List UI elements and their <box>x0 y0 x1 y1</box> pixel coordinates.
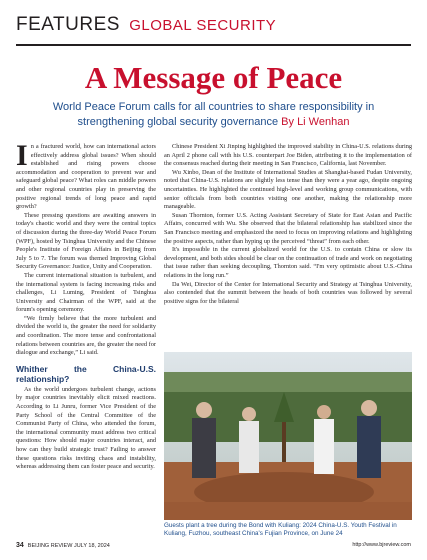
paragraph: “We firmly believe that the more turbulent and divided the world is, the greater the need for solidarity and coordination. The more tense and confrontational relations between countries are, the greater the need for dialogue and exchange,” Li said. <box>16 314 156 357</box>
section-header <box>16 14 276 36</box>
right-column <box>164 143 412 306</box>
subheading: Whither the China-U.S. relationship? <box>16 363 156 384</box>
byline: By Li Wenhan <box>281 116 350 128</box>
paragraph: The current international situation is turbulent, and the international system is facing increasing risks and challenges, Li Luming, President of Tsinghua University and Chairman of the WPF, said at the forum's opening ceremony. <box>16 271 156 314</box>
paragraph <box>16 139 156 212</box>
publication-line: BEIJING REVIEW JULY 18, 2024 <box>27 543 110 549</box>
paragraph: Da Wei, Director of the Center for International Security and Strategy at Tsinghua University, also contended that the summit between the heads of both countries was followed by several positive signs for the bilateral <box>164 280 412 305</box>
section-kicker: FEATURES <box>16 14 120 35</box>
article-deck <box>40 100 387 130</box>
page-footer <box>16 542 411 549</box>
footer-left <box>16 542 110 549</box>
photo-caption: Guests plant a tree during the Bond with Kuliang: 2024 China-U.S. Youth Festival in Kuliang, Fuzhou, southeast China's Fujian Province, on June 24 <box>164 522 397 537</box>
paragraph: Wu Xinbo, Dean of the Institute of International Studies at Shanghai-based Fudan University, noted that China-U.S. relations are slightly less tense than they were a year ago, despite ongoing uncertainties. He highlighted the continued high-level and working group communications, with senior officials from both countries visiting one another, making the relationship more manageable. <box>164 168 412 211</box>
deck-text: World Peace Forum calls for all countries to share responsibility in strengthening global security governance <box>52 101 375 128</box>
paragraph: These pressing questions are awaiting answers in today's chaotic world and they were the central topics of discussion during the three-day World Peace Forum (WPF), hosted by Tsinghua University and the Chinese People's Institute of Foreign Affairs in Beijing from July 5 to 7. The forum was themed Improving Global Security Governance: Justice, Unity and Cooperation. <box>16 211 156 271</box>
paragraph: As the world undergoes turbulent change, actions by major countries inevitably elicit mixed reactions. According to Li Junru, former Vice President of the Party School of the Central Committee of the Communist Party of China, who attended the forum, the international community must address two critical questions: How should major countries interact, and how can they build strategic trust? Failing to answer these questions risks inviting chaos and instability, whereas addressing them can foster peace and security. <box>16 385 156 471</box>
paragraph: Chinese President Xi Jinping highlighted the improved stability in China-U.S. relations during an April 2 phone call with his U.S. counterpart Joe Biden, attributing it to the implementation of the consensus reached during their meeting in San Francisco, California, last November. <box>164 143 412 168</box>
tree-planting-photo <box>164 352 412 520</box>
section-topic: GLOBAL SECURITY <box>129 17 277 34</box>
footer-url: http://www.bjreview.com <box>352 542 411 548</box>
page-number: 34 <box>16 542 24 549</box>
left-column <box>16 139 156 472</box>
article-title: A Message of Peace <box>84 60 343 95</box>
paragraph-text: n a fractured world, how can international actors effectively address global issues? When should established and rising powers choose accommodation and cooperation to prevent war and safeguard global peace? What roles can middle powers and other regional countries play in preserving the positive regional trends of long peace and rapid growth? <box>16 143 156 211</box>
header-rule <box>16 44 411 46</box>
drop-cap: I <box>16 139 28 172</box>
paragraph: It's impossible in the current globalized world for the U.S. to contain China or slow its development, and both sides should be clear on the continuation of trade and work on negotiating that issue rather than seeking decoupling, Thornton said. “I'm very optimistic about U.S.-China relations in the long run.” <box>164 246 412 279</box>
paragraph: Susan Thornton, former U.S. Acting Assistant Secretary of State for East Asian and Pacific Affairs, concurred with Wu. She observed that the bilateral relationship has stabilized since the San Francisco meeting and emphasized the need to focus on improving relations and highlighting the positive aspects, rather than hyping up the perceived “threat” from each other. <box>164 211 412 245</box>
